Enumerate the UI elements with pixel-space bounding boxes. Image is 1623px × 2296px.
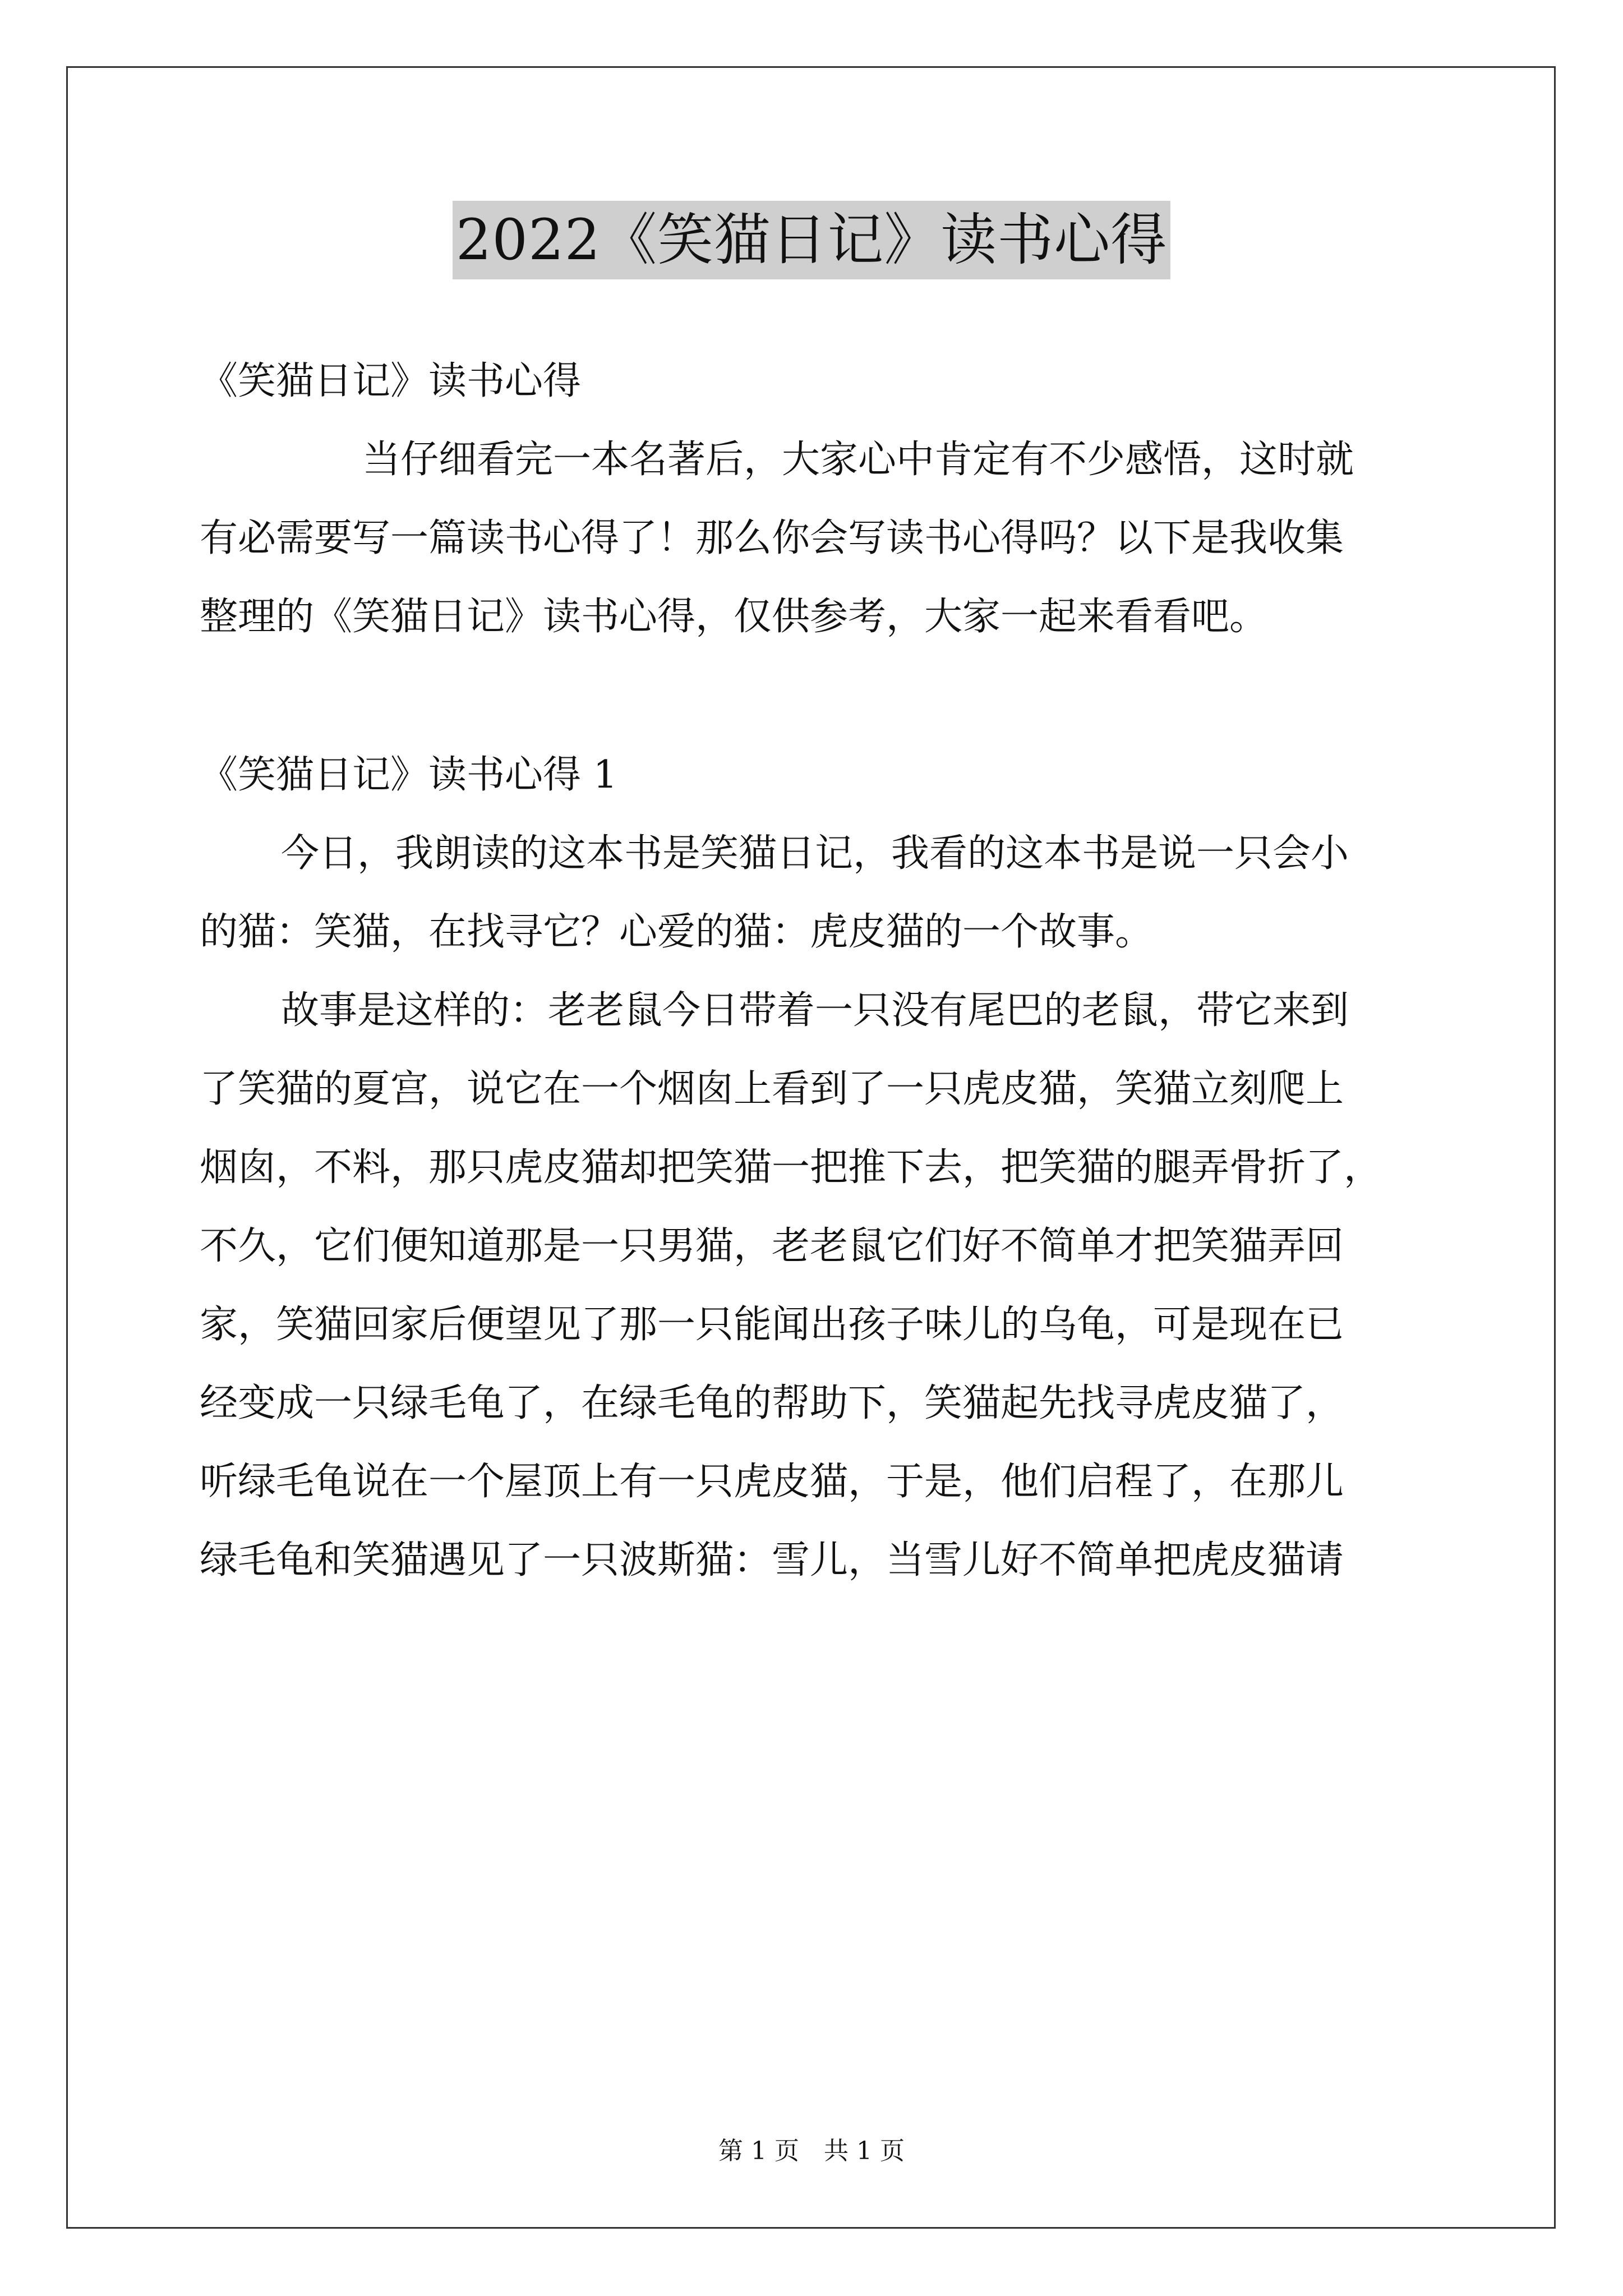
paragraph-line: 家，笑猫回家后便望见了那一只能闻出孩子味儿的乌龟，可是现在已 (200, 1303, 1344, 1347)
document-title: 2022《笑猫日记》读书心得 (453, 201, 1171, 279)
paragraph-line: 听绿毛龟说在一个屋顶上有一只虎皮猫，于是，他们启程了，在那儿 (200, 1460, 1344, 1504)
paragraph-line: 了笑猫的夏宫，说它在一个烟囱上看到了一只虎皮猫，笑猫立刻爬上 (200, 1067, 1344, 1111)
paragraph-line: 整理的《笑猫日记》读书心得，仅供参考，大家一起来看看吧。 (200, 595, 1268, 639)
page-footer: 第 1 页 共 1 页 (718, 2137, 905, 2165)
paragraph-line: 绿毛龟和笑猫遇见了一只波斯猫：雪儿，当雪儿好不简单把虎皮猫请 (200, 1538, 1344, 1582)
paragraph-line: 不久，它们便知道那是一只男猫，老老鼠它们好不简单才把笑猫弄回 (200, 1224, 1344, 1268)
paragraph-line: 经变成一只绿毛龟了，在绿毛龟的帮助下，笑猫起先找寻虎皮猫了， (200, 1381, 1344, 1425)
paragraph-gap (200, 656, 1433, 736)
paragraph-line: 有必需要写一篇读书心得了！那么你会写读书心得吗？以下是我收集 (200, 516, 1344, 560)
paragraph-line: 今日，我朗读的这本书是笑猫日记，我看的这本书是说一只会小 (281, 831, 1349, 876)
paragraph-line: 故事是这样的：老老鼠今日带着一只没有尾巴的老鼠，带它来到 (281, 988, 1349, 1033)
intro-heading: 《笑猫日记》读书心得 (200, 359, 582, 403)
section-heading: 《笑猫日记》读书心得 1 (200, 753, 617, 797)
title-container (0, 201, 1623, 279)
document-body (200, 342, 1433, 1600)
paragraph-line: 当仔细看完一本名著后，大家心中肯定有不少感悟，这时就 (362, 438, 1354, 482)
paragraph-line: 烟囱，不料，那只虎皮猫却把笑猫一把推下去，把笑猫的腿弄骨折了， (200, 1145, 1382, 1190)
paragraph-line: 的猫：笑猫，在找寻它？心爱的猫：虎皮猫的一个故事。 (200, 910, 1154, 954)
